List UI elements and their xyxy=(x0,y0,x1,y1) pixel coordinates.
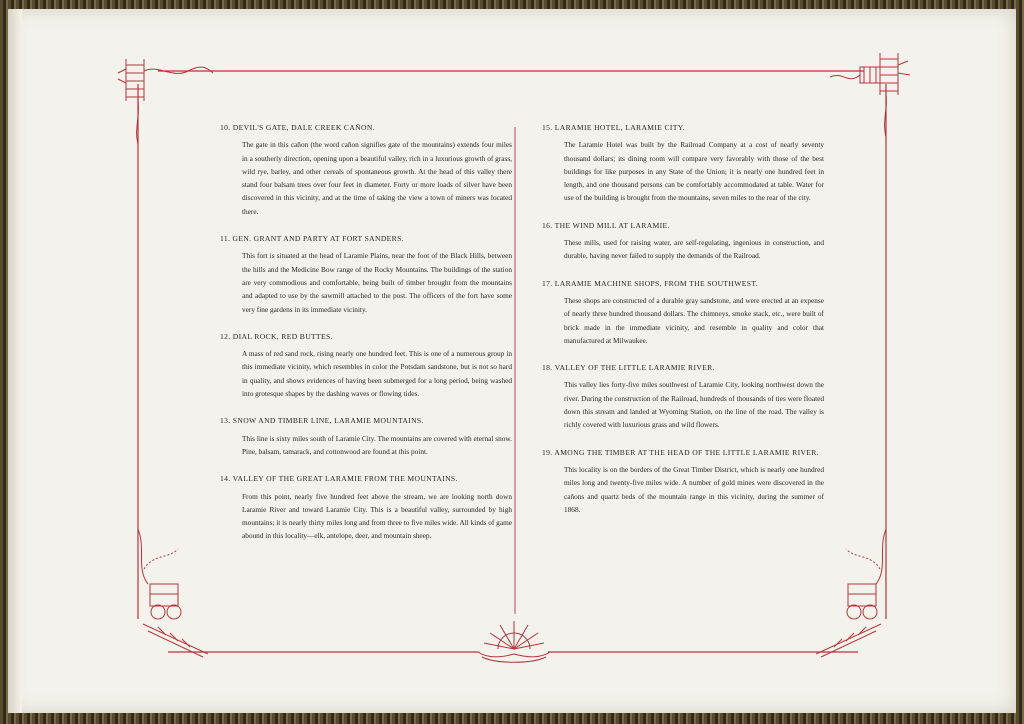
entry-body: These shops are constructed of a durable gray sandstone, and were erected at an expense of nearly three hundred thousand dollars. The chimneys, smoke stack, etc., were built of brick made in the immediate vicinity, and resemble in quality and color that manufactured at Milwaukee. xyxy=(564,295,824,345)
corner-ornament-bottom-left xyxy=(138,529,208,657)
entry-title: 11. GEN. GRANT AND PARTY AT FORT SANDERS. xyxy=(220,234,404,244)
entry xyxy=(542,219,824,263)
book-page xyxy=(8,9,1016,713)
entry-title: 19. AMONG THE TIMBER AT THE HEAD OF THE LITTLE LARAMIE RIVER. xyxy=(542,447,819,457)
entry-body: The Laramie Hotel was built by the Railroad Company at a cost of nearly seventy thousand dollars; its dining room will compare very favorably with those of the best buildings for like purposes in any State of the Union; it is nearly one hundred feet in length, and one thousand persons can be comfortably accommodated at table. Water for use of the building is brought from the mountains, seven miles to the rear of the city. xyxy=(564,140,824,203)
entry xyxy=(220,121,512,218)
corner-ornament-top-left xyxy=(118,59,213,144)
entry-title: 14. VALLEY OF THE GREAT LARAMIE FROM THE MOUNTAINS. xyxy=(220,474,458,484)
entry-body: A mass of red sand rock, rising nearly one hundred feet. This is one of a numerous group in this immediate vicinity, which resembles in color the Potsdam sandstone, but is not so hard in quality, and shows evidences of having been submerged for a long period, being washed into grotesque shapes by the dashing waves or flowing tides. xyxy=(242,349,512,399)
entry xyxy=(220,232,512,316)
entry xyxy=(542,121,824,205)
corner-ornament-bottom-right xyxy=(816,529,886,657)
entry-title: 16. THE WIND MILL AT LARAMIE. xyxy=(542,220,670,230)
entry-body: This fort is situated at the head of Laramie Plains, near the foot of the Black Hills, between the hills and the Medicine Bow range of the Rocky Mountains. The buildings of the station are very commodious and comfortable, being built of timber brought from the mountains and adapted to use by the sawmill attached to the post. The officers of the fort have some very fine gardens in its immediate vicinity. xyxy=(242,251,512,314)
right-column xyxy=(542,121,824,530)
entry xyxy=(542,446,824,516)
entry-title: 12. DIAL ROCK, RED BUTTES. xyxy=(220,331,333,341)
entry-body: The gate in this cañon (the word cañon signifies gate of the mountains) extends four miles in a southerly direction, opening upon a beautiful valley, rich in a luxurious growth of grass, wild rye, barley, and other cereals of spontaneous growth. At the head of this valley there stand four balsam trees over four feet in diameter. Forty or more loads of silver have been discovered in this vicinity, and at the time of taking the view a town of miners was located there. xyxy=(242,140,512,216)
entry-title: 13. SNOW AND TIMBER LINE, LARAMIE MOUNTAINS. xyxy=(220,416,424,426)
entry xyxy=(220,472,512,542)
entry-title: 10. DEVIL'S GATE, DALE CREEK CAÑON. xyxy=(220,123,375,132)
left-column xyxy=(220,121,512,557)
entry xyxy=(220,330,512,400)
entry xyxy=(220,414,512,458)
entry xyxy=(542,361,824,431)
entry-body: This locality is on the borders of the Great Timber District, which is nearly one hundred miles long and twenty-five miles wide. A number of gold mines were discovered in the cañons and quartz beds of the mountain range in this vicinity, during the summer of 1868. xyxy=(564,464,824,514)
entry-body: This line is sixty miles south of Laramie City. The mountains are covered with eternal snow. Pine, balsam, tamarack, and cottonwood are found at this point. xyxy=(242,433,512,456)
entry xyxy=(542,277,824,347)
entry-body: From this point, nearly five hundred feet above the stream, we are looking north down Laramie River and toward Laramie City. This is a beautiful valley, surrounded by high mountains; it is nearly thirty miles long and from three to five miles wide. All kinds of game abound in this locality—elk, antelope, deer, and mountain sheep. xyxy=(242,491,512,541)
entry-title: 15. LARAMIE HOTEL, LARAMIE CITY. xyxy=(542,123,685,132)
corner-ornament-top-right xyxy=(830,53,910,137)
entry-body: These mills, used for raising water, are self-regulating, ingenious in construction, and durable, having never failed to supply the demands of the Railroad. xyxy=(564,238,824,261)
entry-title: 18. VALLEY OF THE LITTLE LARAMIE RIVER. xyxy=(542,363,715,373)
entry-body: This valley lies forty-five miles southwest of Laramie City, looking northwest down the river. During the construction of the Railroad, hundreds of thousands of ties were floated down this stream and landed at Wyoming Station, on the line of the road. The valley is richly covered with luxurious grass and wild flowers. xyxy=(564,380,824,430)
decorative-border xyxy=(8,9,1016,713)
sunburst-ornament xyxy=(478,621,550,662)
entry-title: 17. LARAMIE MACHINE SHOPS, FROM THE SOUTHWEST. xyxy=(542,278,759,288)
